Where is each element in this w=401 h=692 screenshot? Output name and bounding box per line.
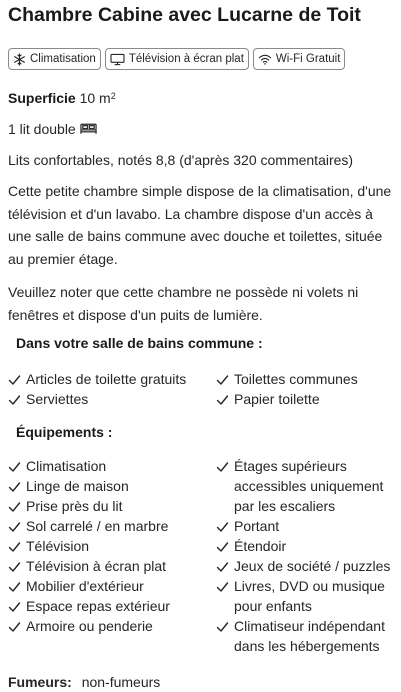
list-item: Portant — [216, 516, 398, 536]
check-icon — [216, 538, 229, 558]
bed-text: 1 lit double — [8, 121, 76, 137]
check-icon — [8, 518, 21, 538]
list-item: Climatiseur indépendant dans les hébergements — [216, 616, 398, 656]
list-item: Prise près du lit — [8, 496, 213, 516]
smoking-policy — [8, 672, 160, 692]
check-icon — [8, 618, 21, 638]
list-item: Armoire ou penderie — [8, 616, 213, 636]
check-icon — [8, 391, 21, 411]
equipment-list-right — [216, 456, 398, 656]
list-item: Sol carrelé / en marbre — [8, 516, 213, 536]
list-item: Climatisation — [8, 456, 213, 476]
shared-bathroom-heading: Dans votre salle de bains commune : — [16, 335, 263, 351]
check-icon — [216, 578, 229, 598]
list-item: Toilettes communes — [216, 369, 398, 389]
list-item: Télévision à écran plat — [8, 556, 213, 576]
list-item: Espace repas extérieur — [8, 596, 213, 616]
tv-icon — [110, 53, 125, 66]
check-icon — [8, 578, 21, 598]
check-icon — [216, 558, 229, 578]
check-icon — [8, 498, 21, 518]
list-item: Linge de maison — [8, 476, 213, 496]
badge-air-conditioning — [8, 48, 101, 70]
area-value: 10 m — [79, 90, 111, 106]
badge-label: Wi-Fi Gratuit — [275, 53, 341, 65]
shared-bathroom-list-right — [216, 369, 398, 409]
check-icon — [8, 558, 21, 578]
badge-label: Télévision à écran plat — [128, 53, 244, 65]
check-icon — [8, 598, 21, 618]
equipment-list-left — [8, 456, 213, 636]
badge-label: Climatisation — [30, 53, 96, 65]
check-icon — [216, 518, 229, 538]
list-item: Jeux de société / puzzles — [216, 556, 398, 576]
list-item: Étendoir — [216, 536, 398, 556]
check-icon — [8, 538, 21, 558]
check-icon — [216, 458, 229, 478]
area-label: Superficie — [8, 90, 76, 106]
room-title: Chambre Cabine avec Lucarne de Toit — [8, 4, 361, 26]
smoking-label: Fumeurs: — [8, 674, 72, 690]
equipment-heading: Équipements : — [16, 424, 113, 440]
check-icon — [216, 371, 229, 391]
double-bed-icon — [80, 120, 97, 140]
room-note: Veuillez noter que cette chambre ne possède ni volets ni fenêtres et dispose d'un puits de lumière. — [8, 284, 359, 323]
list-item: Mobilier d'extérieur — [8, 576, 213, 596]
wifi-icon — [258, 53, 272, 66]
area-unit-exponent: 2 — [110, 91, 116, 101]
bed-rating: Lits confortables, notés 8,8 (d'après 320 commentaires) — [8, 152, 354, 168]
check-icon — [216, 391, 229, 411]
room-description: Cette petite chambre simple dispose de la climatisation, d'une télévision et d'un lavabo. La chambre dispose d'un accès à une salle de bains commune avec douche et toilettes, située au premier étage. — [8, 183, 392, 267]
list-item: Télévision — [8, 536, 213, 556]
list-item: Serviettes — [8, 389, 208, 409]
list-item: Étages supérieurs accessibles uniquement par les escaliers — [216, 456, 398, 516]
bed-info — [8, 119, 97, 140]
smoking-value: non-fumeurs — [81, 674, 161, 690]
check-icon — [8, 371, 21, 391]
facility-badges — [8, 48, 345, 70]
list-item: Articles de toilette gratuits — [8, 369, 208, 389]
snowflake-icon — [13, 53, 26, 66]
list-item: Livres, DVD ou musique pour enfants — [216, 576, 398, 616]
check-icon — [216, 618, 229, 638]
check-icon — [8, 478, 21, 498]
room-area — [8, 88, 116, 108]
shared-bathroom-list-left — [8, 369, 208, 409]
badge-free-wifi — [253, 48, 346, 70]
list-item: Papier toilette — [216, 389, 398, 409]
badge-flat-screen-tv — [105, 48, 249, 70]
check-icon — [8, 458, 21, 478]
